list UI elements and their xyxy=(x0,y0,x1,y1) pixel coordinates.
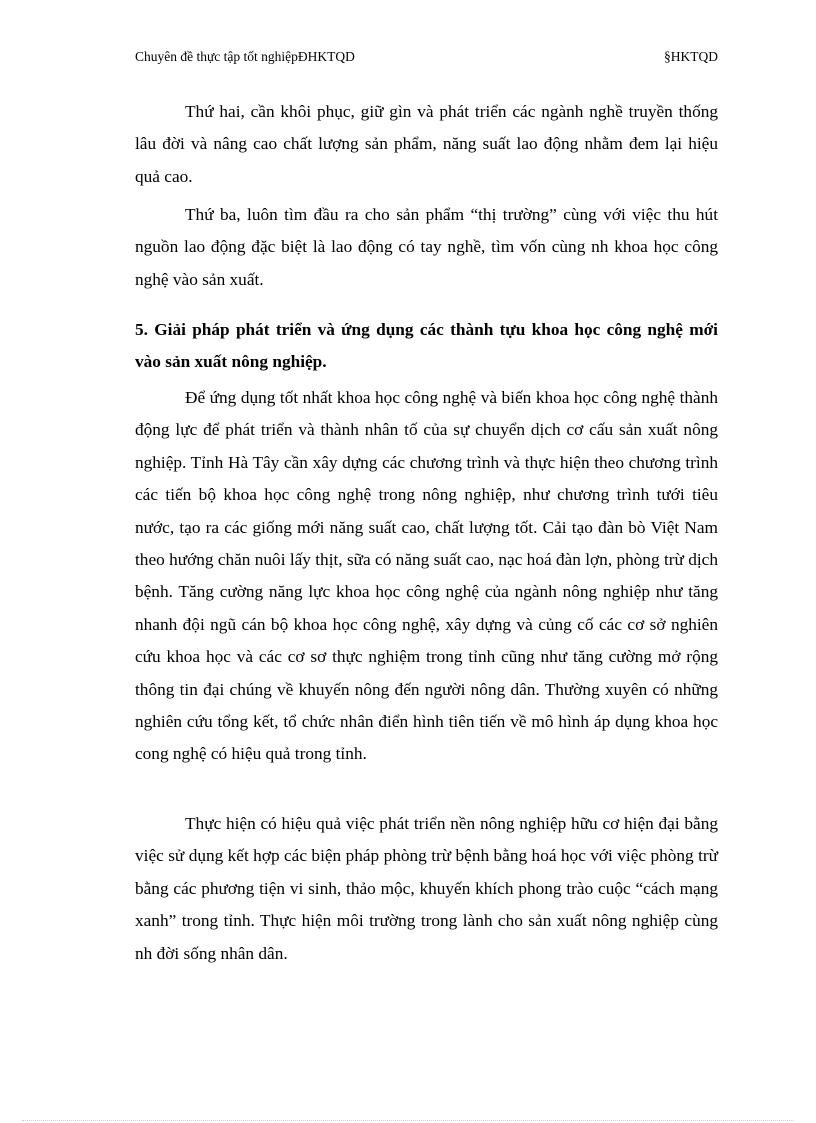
paragraph-3 xyxy=(135,382,718,771)
page-bottom-divider xyxy=(22,1120,794,1121)
running-header-code: §HKTQD xyxy=(664,49,718,64)
running-header-title: Chuyên đề thực tập tốt nghiệpĐHKTQD xyxy=(135,49,355,64)
paragraph-3-text: Để ứng dụng tốt nhất khoa học công nghệ và biến khoa học công nghệ thành động lực để phát triển và thành nhân tố của sự chuyển dịch cơ cấu sản xuất nông nghiệp. Tỉnh Hà Tây cần xây dựng các chương trình và thực hiện theo chương trình các tiến bộ khoa học công nghệ trong nông nghiệp, như chương trình tưới tiêu nước, tạo ra các giống mới năng suất cao, chất lượng tốt. Cải tạo đàn bò Việt Nam theo hướng chăn nuôi lấy thịt, sữa có năng suất cao, nạc hoá đàn lợn, phòng trừ dịch bệnh. Tăng cường năng lực khoa học công nghệ của ngành nông nghiệp như tăng nhanh đội ngũ cán bộ khoa học công nghệ, xây dựng và củng cố các cơ sở nghiên cứu khoa học và các cơ sơ thực nghiệm trong tỉnh cũng như tăng cường mở rộng thông tin đại chúng về khuyến nông đến người nông dân. Thường xuyên có những nghiên cứu tổng kết, tổ chức nhân điển hình tiên tiến về mô hình áp dụng khoa học cong nghệ có hiệu quả trong tỉnh. xyxy=(135,388,718,764)
paragraph-4-text: Thực hiện có hiệu quả việc phát triển nền nông nghiệp hữu cơ hiện đại bằng việc sử dụng kết hợp các biện pháp phòng trừ bệnh bằng hoá học với việc phòng trừ bằng các phương tiện vi sinh, thảo mộc, khuyến khích phong trào cuộc “cách mạng xanh” trong tỉnh. Thực hiện môi trường trong lành cho sản xuất nông nghiệp cùng nh đời sống nhân dân. xyxy=(135,814,718,963)
paragraph-1 xyxy=(135,96,718,193)
paragraph-2-text: Thứ ba, luôn tìm đầu ra cho sản phẩm “thị trường” cùng với việc thu hút nguồn lao động đặc biệt là lao động có tay nghề, tìm vốn cùng nh khoa học công nghệ vào sản xuất. xyxy=(135,205,718,289)
paragraph-4 xyxy=(135,808,718,970)
section-heading-text: 5. Giải pháp phát triển và ứng dụng các thành tựu khoa học công nghệ mới vào sản xuất nông nghiệp. xyxy=(135,320,718,372)
paragraph-2 xyxy=(135,199,718,296)
section-heading xyxy=(135,314,718,379)
paragraph-1-text: Thứ hai, cần khôi phục, giữ gìn và phát triển các ngành nghề truyền thống lâu đời và nâng cao chất lượng sản phẩm, năng suất lao động nhằm đem lại hiệu quả cao. xyxy=(135,102,718,186)
